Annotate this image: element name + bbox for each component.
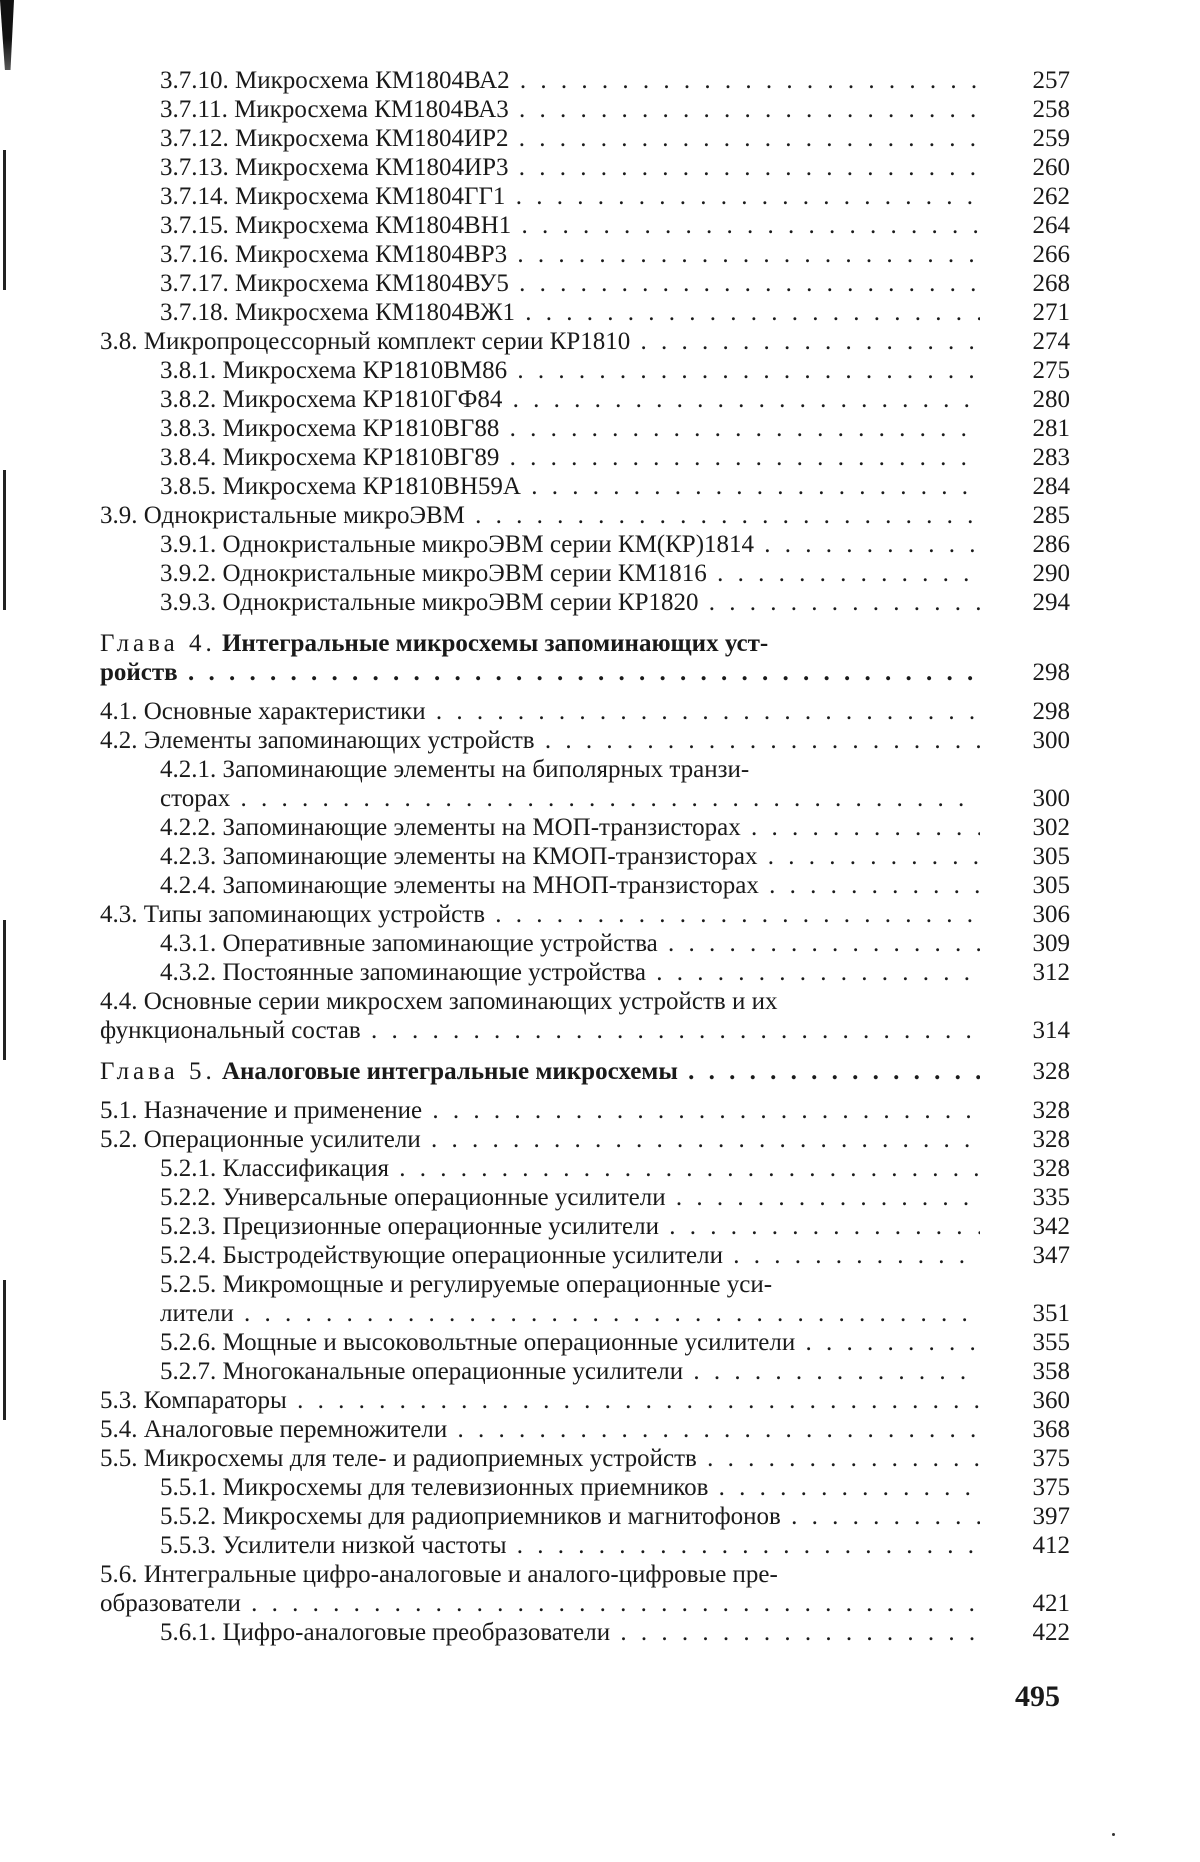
page-ref: 347 bbox=[1032, 1242, 1070, 1269]
toc-entry bbox=[100, 153, 1070, 182]
toc-entry bbox=[100, 501, 1070, 530]
page-ref: 397 bbox=[1032, 1503, 1070, 1530]
toc-entry bbox=[100, 443, 1070, 472]
page-ref: 286 bbox=[1032, 531, 1070, 558]
toc-entry bbox=[100, 1502, 1070, 1531]
chapter-title-line2: ройств . . bbox=[100, 658, 980, 687]
toc-entry bbox=[100, 1212, 1070, 1241]
toc-entry bbox=[100, 900, 1070, 929]
toc-entry bbox=[100, 211, 1070, 240]
toc-entry-title: 3.7.15. Микросхема КМ1804ВН1 . . bbox=[100, 211, 980, 240]
toc-entry-title: 5.3. Компараторы . . bbox=[100, 1386, 980, 1415]
toc-entry-title-line2: образователи . . bbox=[100, 1589, 980, 1618]
toc-entry-title: 4.3.1. Оперативные запоминающие устройства . . bbox=[100, 929, 980, 958]
toc-entry bbox=[100, 298, 1070, 327]
toc-entry-title: 3.7.14. Микросхема КМ1804ГГ1 . . bbox=[100, 182, 980, 211]
page-ref: 302 bbox=[1032, 814, 1070, 841]
page-ref: 281 bbox=[1032, 415, 1070, 442]
page-ref: 358 bbox=[1032, 1358, 1070, 1385]
toc-entry-title: 4.1. Основные характеристики . . bbox=[100, 697, 980, 726]
toc-entry bbox=[100, 66, 1070, 95]
toc-entry-title-line2: сторах . . bbox=[160, 784, 980, 813]
toc-entry bbox=[100, 726, 1070, 755]
page-ref: 328 bbox=[1032, 1126, 1070, 1153]
page-ref: 421 bbox=[1032, 1590, 1070, 1617]
toc-entry bbox=[100, 385, 1070, 414]
toc-entry-title: 5.5. Микросхемы для теле- и радиоприемных устройств . . bbox=[100, 1444, 980, 1473]
page-ref: 264 bbox=[1032, 212, 1070, 239]
toc-entry bbox=[100, 472, 1070, 501]
toc-entry-title: 3.8.3. Микросхема КР1810ВГ88 . . bbox=[100, 414, 980, 443]
toc-entry bbox=[100, 929, 1070, 958]
toc-entry bbox=[100, 1618, 1070, 1647]
toc-entry bbox=[100, 530, 1070, 559]
toc-entry-title: 5.2.4. Быстродействующие операционные усилители . . bbox=[100, 1241, 980, 1270]
scan-speck bbox=[1112, 1833, 1115, 1836]
page-ref: 412 bbox=[1032, 1532, 1070, 1559]
page-ref: 266 bbox=[1032, 241, 1070, 268]
toc-entry bbox=[100, 813, 1070, 842]
page-ref: 275 bbox=[1032, 357, 1070, 384]
toc-entry-title: 3.8. Микропроцессорный комплект серии КР1810 . . bbox=[100, 327, 980, 356]
toc-section-chapter5 bbox=[100, 1096, 1070, 1647]
toc-entry-title: 3.7.18. Микросхема КМ1804ВЖ1 . . bbox=[100, 298, 980, 327]
toc-entry bbox=[100, 1154, 1070, 1183]
toc-entry-title: 4.3.2. Постоянные запоминающие устройства . . bbox=[100, 958, 980, 987]
page-ref: 290 bbox=[1032, 560, 1070, 587]
page-ref: 284 bbox=[1032, 473, 1070, 500]
page-ref: 285 bbox=[1032, 502, 1070, 529]
toc-entry-title-line2: функциональный состав . . bbox=[100, 1016, 980, 1045]
toc-entry-title-line2: лители . . bbox=[160, 1299, 980, 1328]
toc-entry-title: 3.7.13. Микросхема КМ1804ИР3 . . bbox=[100, 153, 980, 182]
toc-entry-title: 3.8.1. Микросхема КР1810ВМ86 . . bbox=[100, 356, 980, 385]
toc-section-chapter3 bbox=[100, 66, 1070, 617]
toc-entry bbox=[100, 958, 1070, 987]
page-ref: 375 bbox=[1032, 1445, 1070, 1472]
toc-entry bbox=[100, 1096, 1070, 1125]
toc-entry-title: 5.5.2. Микросхемы для радиоприемников и магнитофонов . . bbox=[100, 1502, 980, 1531]
page-ref: 360 bbox=[1032, 1387, 1070, 1414]
toc-entry bbox=[100, 1473, 1070, 1502]
toc-entry-title: 3.7.17. Микросхема КМ1804ВУ5 . . bbox=[100, 269, 980, 298]
page-ref: 305 bbox=[1032, 872, 1070, 899]
toc-entry bbox=[100, 414, 1070, 443]
toc-section-chapter4 bbox=[100, 697, 1070, 1045]
toc-entry bbox=[100, 1241, 1070, 1270]
page-ref: 298 bbox=[1032, 659, 1070, 686]
page-ref: 283 bbox=[1032, 444, 1070, 471]
chapter-heading-5 bbox=[100, 1057, 1070, 1086]
page-ref: 328 bbox=[1032, 1155, 1070, 1182]
toc-entry bbox=[100, 755, 1070, 813]
page-ref: 309 bbox=[1032, 930, 1070, 957]
page-ref: 351 bbox=[1032, 1300, 1070, 1327]
toc-entry bbox=[100, 182, 1070, 211]
scan-binding-mark bbox=[0, 0, 14, 70]
toc-entry-title: 3.8.5. Микросхема КР1810ВН59А . . bbox=[100, 472, 980, 501]
toc-entry-title: 5.1. Назначение и применение . . bbox=[100, 1096, 980, 1125]
toc-entry-title: 3.7.16. Микросхема КМ1804ВР3 . . bbox=[100, 240, 980, 269]
toc-entry-title: 3.7.10. Микросхема КМ1804ВА2 . . bbox=[100, 66, 980, 95]
toc-entry bbox=[100, 327, 1070, 356]
toc-entry-title: 5.5.3. Усилители низкой частоты . . bbox=[100, 1531, 980, 1560]
toc-entry-title: 3.9.2. Однокристальные микроЭВМ серии КМ1816 . . bbox=[100, 559, 980, 588]
toc-entry-title: 5.2.6. Мощные и высоковольтные операционные усилители . . bbox=[100, 1328, 980, 1357]
toc-entry-title: 4.2.2. Запоминающие элементы на МОП-транзисторах . . bbox=[100, 813, 980, 842]
page-ref: 375 bbox=[1032, 1474, 1070, 1501]
toc-entry bbox=[100, 1125, 1070, 1154]
scan-edge-line bbox=[3, 1280, 6, 1420]
page-ref: 258 bbox=[1032, 96, 1070, 123]
chapter-label: Глава 4. bbox=[100, 630, 216, 657]
toc-entry bbox=[100, 240, 1070, 269]
page-ref: 280 bbox=[1032, 386, 1070, 413]
toc-entry bbox=[100, 1444, 1070, 1473]
toc-entry bbox=[100, 1183, 1070, 1212]
chapter-title: Аналоговые интегральные микросхемы bbox=[221, 1058, 678, 1085]
page-ref: 294 bbox=[1032, 589, 1070, 616]
table-of-contents bbox=[100, 66, 1070, 1647]
toc-entry-title: 3.8.2. Микросхема КР1810ГФ84 . . bbox=[100, 385, 980, 414]
page-ref: 342 bbox=[1032, 1213, 1070, 1240]
toc-entry-title: 5.2.7. Многоканальные операционные усилители . . bbox=[100, 1357, 980, 1386]
page-ref: 259 bbox=[1032, 125, 1070, 152]
toc-entry bbox=[100, 559, 1070, 588]
toc-entry-title: 5.2.3. Прецизионные операционные усилители . . bbox=[100, 1212, 980, 1241]
chapter-heading-4 bbox=[100, 629, 1070, 687]
page-ref: 300 bbox=[1032, 727, 1070, 754]
chapter-title-line1: Интегральные микросхемы запоминающих уст- bbox=[221, 630, 769, 657]
toc-entry bbox=[100, 987, 1070, 1045]
toc-entry-title: 4.3. Типы запоминающих устройств . . bbox=[100, 900, 980, 929]
page-ref: 298 bbox=[1032, 698, 1070, 725]
page-ref: 328 bbox=[1032, 1058, 1070, 1085]
scan-edge-line bbox=[3, 470, 6, 610]
toc-entry bbox=[100, 842, 1070, 871]
page-ref: 257 bbox=[1032, 67, 1070, 94]
toc-entry-title: 5.2.2. Универсальные операционные усилители . . bbox=[100, 1183, 980, 1212]
page-ref: 271 bbox=[1032, 299, 1070, 326]
toc-entry-title: 3.7.11. Микросхема КМ1804ВА3 . . bbox=[100, 95, 980, 124]
toc-entry bbox=[100, 1415, 1070, 1444]
toc-entry-title-line1: 4.4. Основные серии микросхем запоминающих устройств и их bbox=[100, 988, 778, 1015]
page-ref: 422 bbox=[1032, 1619, 1070, 1646]
page-ref: 306 bbox=[1032, 901, 1070, 928]
toc-entry-title-line1: 5.6. Интегральные цифро-аналоговые и аналого-цифровые пре- bbox=[100, 1561, 778, 1588]
toc-entry bbox=[100, 95, 1070, 124]
page-ref: 314 bbox=[1032, 1017, 1070, 1044]
toc-entry bbox=[100, 356, 1070, 385]
page-ref: 268 bbox=[1032, 270, 1070, 297]
page-ref: 335 bbox=[1032, 1184, 1070, 1211]
toc-entry-title-line1: 4.2.1. Запоминающие элементы на биполярных транзи- bbox=[160, 756, 750, 783]
page-ref: 305 bbox=[1032, 843, 1070, 870]
page-number: 495 bbox=[1015, 1680, 1060, 1713]
toc-entry-title: 4.2.3. Запоминающие элементы на КМОП-транзисторах . . bbox=[100, 842, 980, 871]
toc-entry bbox=[100, 871, 1070, 900]
toc-entry bbox=[100, 1270, 1070, 1328]
page-ref: 312 bbox=[1032, 959, 1070, 986]
toc-entry-title: 5.6.1. Цифро-аналоговые преобразователи . . bbox=[100, 1618, 980, 1647]
toc-entry bbox=[100, 588, 1070, 617]
toc-entry bbox=[100, 124, 1070, 153]
toc-entry bbox=[100, 1328, 1070, 1357]
toc-entry bbox=[100, 1531, 1070, 1560]
page-ref: 368 bbox=[1032, 1416, 1070, 1443]
toc-entry-title: 5.5.1. Микросхемы для телевизионных приемников . . bbox=[100, 1473, 980, 1502]
toc-entry-title-line1: 5.2.5. Микромощные и регулируемые операционные уси- bbox=[160, 1271, 773, 1298]
scan-edge-line bbox=[3, 150, 6, 290]
page-ref: 355 bbox=[1032, 1329, 1070, 1356]
toc-entry-title: 3.7.12. Микросхема КМ1804ИР2 . . bbox=[100, 124, 980, 153]
toc-entry bbox=[100, 269, 1070, 298]
toc-entry-title: 5.4. Аналоговые перемножители . . bbox=[100, 1415, 980, 1444]
chapter-label: Глава 5. bbox=[100, 1058, 216, 1085]
page-ref: 260 bbox=[1032, 154, 1070, 181]
toc-entry bbox=[100, 1560, 1070, 1618]
toc-entry-title: 3.9. Однокристальные микроЭВМ . . bbox=[100, 501, 980, 530]
page-ref: 300 bbox=[1032, 785, 1070, 812]
toc-entry-title: 3.8.4. Микросхема КР1810ВГ89 . . bbox=[100, 443, 980, 472]
toc-entry bbox=[100, 1357, 1070, 1386]
toc-entry bbox=[100, 1386, 1070, 1415]
toc-entry-title: 5.2. Операционные усилители . . bbox=[100, 1125, 980, 1154]
page-ref: 274 bbox=[1032, 328, 1070, 355]
page-ref: 262 bbox=[1032, 183, 1070, 210]
scan-edge-line bbox=[3, 920, 6, 1060]
toc-entry-title: 4.2.4. Запоминающие элементы на МНОП-транзисторах . . bbox=[100, 871, 980, 900]
toc-entry-title: 3.9.1. Однокристальные микроЭВМ серии КМ(КР)1814 . . bbox=[100, 530, 980, 559]
toc-entry-title: 5.2.1. Классификация . . bbox=[100, 1154, 980, 1183]
toc-entry bbox=[100, 697, 1070, 726]
page-ref: 328 bbox=[1032, 1097, 1070, 1124]
toc-entry-title: 4.2. Элементы запоминающих устройств . . bbox=[100, 726, 980, 755]
toc-entry-title: 3.9.3. Однокристальные микроЭВМ серии КР1820 . . bbox=[100, 588, 980, 617]
